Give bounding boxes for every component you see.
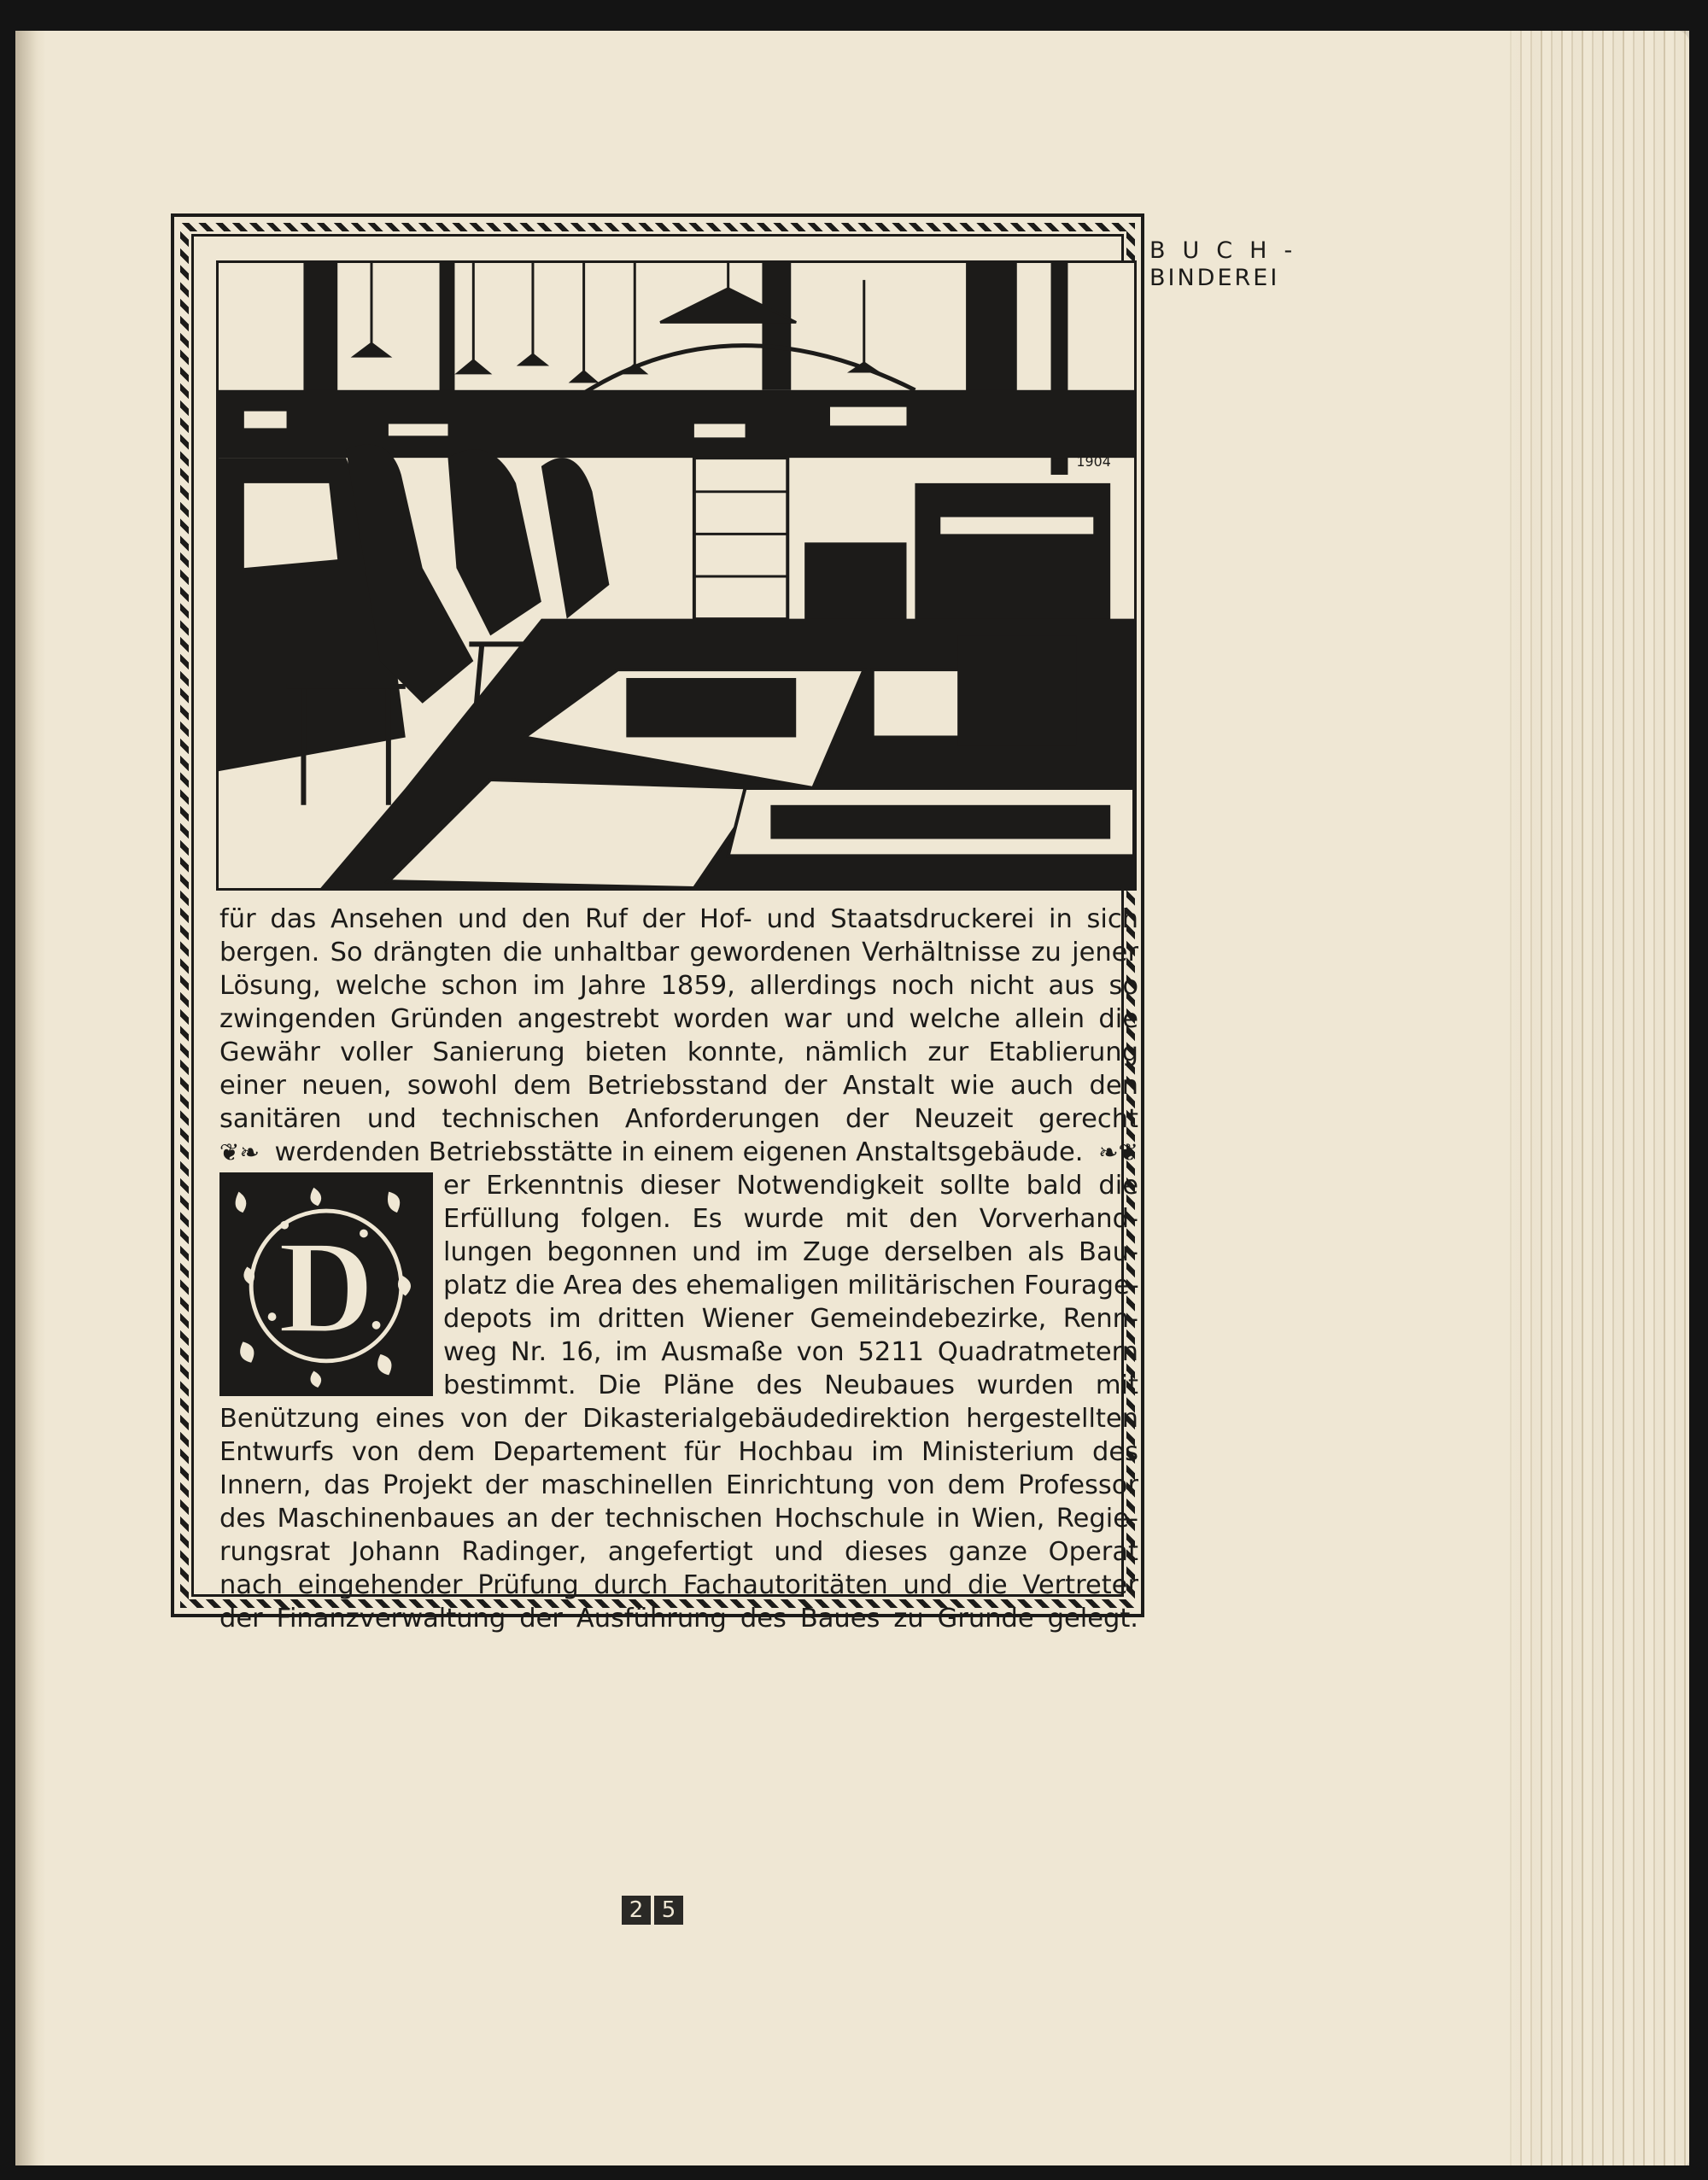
decorated-initial-d xyxy=(219,1172,433,1396)
text-line: weg Nr. 16, im Ausmaße von 5211 Quadratmetern xyxy=(443,1337,1138,1367)
text-line: lungen begonnen und im Zuge derselben als Bau- xyxy=(443,1237,1138,1267)
text-line: Erfüllung folgen. Es wurde mit den Vorverhand- xyxy=(443,1204,1138,1234)
text-line: einer neuen, sowohl dem Betriebsstand der Anstalt wie auch den xyxy=(219,1071,1138,1101)
text-line: des Maschinenbaues an der technischen Hochschule in Wien, Regie- xyxy=(219,1504,1138,1534)
section-sidenote xyxy=(1149,237,1309,292)
ornamental-frame xyxy=(171,213,1144,1634)
text-line: platz die Area des ehemaligen militärischen Fourage- xyxy=(443,1271,1139,1300)
text-line: nach eingehender Prüfung durch Fachautoritäten und die Vertreter xyxy=(219,1570,1138,1600)
text-line: er Erkenntnis dieser Notwendigkeit sollte bald die xyxy=(443,1171,1138,1201)
text-line: bergen. So drängten die unhaltbar gewordenen Verhältnisse zu jener xyxy=(219,938,1138,967)
paragraph-1 xyxy=(219,903,1138,1169)
frame-content xyxy=(191,234,1139,1634)
text-line: zwingenden Gründen angestrebt worden war und welche allein die xyxy=(219,1004,1138,1034)
initial-ornament-svg xyxy=(222,1175,430,1394)
text-line: für das Ansehen und den Ruf der Hof- und Staatsdruckerei in sich xyxy=(219,904,1138,934)
page-number-digit: 2 xyxy=(622,1896,651,1925)
drop-cap-letter: D xyxy=(278,1213,375,1361)
page-edge-fade xyxy=(1484,31,1535,2165)
body-text xyxy=(219,903,1138,1635)
woodcut-signature: 1904 xyxy=(1076,453,1111,470)
paragraph-1-end xyxy=(219,1136,1138,1169)
bindery-woodcut-illustration xyxy=(216,260,1137,891)
text-line: depots im dritten Wiener Gemeindebezirke, Renn- xyxy=(443,1304,1138,1334)
paragraph-2-opening xyxy=(219,1169,1138,1402)
text-line: Innern, das Projekt der maschinellen Einrichtung von dem Professor xyxy=(219,1470,1138,1500)
text-line: sanitären und technischen Anforderungen der Neuzeit gerecht xyxy=(219,1104,1138,1134)
text-line: der Finanzverwaltung der Ausführung des Baues zu Grunde gelegt. xyxy=(219,1604,1138,1634)
leaf-ornament-right-icon: ❧❦ xyxy=(1098,1138,1138,1166)
text-line: bestimmt. Die Pläne des Neubaues wurden mit xyxy=(443,1371,1138,1400)
text-line: rungsrat Johann Radinger, angefertigt und dieses ganze Operat xyxy=(219,1537,1138,1567)
sidenote-line-2: BINDEREI xyxy=(1149,265,1280,291)
page-number-digit: 5 xyxy=(654,1896,683,1925)
woodcut-svg xyxy=(219,263,1134,888)
text-line: Gewähr voller Sanierung bieten konnte, nämlich zur Etablierung xyxy=(219,1037,1138,1067)
sidenote-line-1: BUCH- xyxy=(1149,237,1310,264)
gutter-shadow xyxy=(15,31,46,2165)
paragraph-2-rest xyxy=(219,1402,1138,1635)
text-beside-initial xyxy=(443,1169,1138,1402)
leaf-ornament-left-icon: ❦❧ xyxy=(219,1138,260,1166)
text-line: Entwurfs von dem Departement für Hochbau im Ministerium des xyxy=(219,1437,1138,1467)
text-line: Lösung, welche schon im Jahre 1859, allerdings noch nicht aus so xyxy=(219,971,1138,1001)
text-line: Benützung eines von der Dikasterialgebäudedirektion hergestellten xyxy=(219,1404,1138,1434)
page-number xyxy=(622,1896,683,1925)
text-line: werdenden Betriebsstätte in einem eigenen Anstaltsgebäude. xyxy=(274,1137,1084,1167)
